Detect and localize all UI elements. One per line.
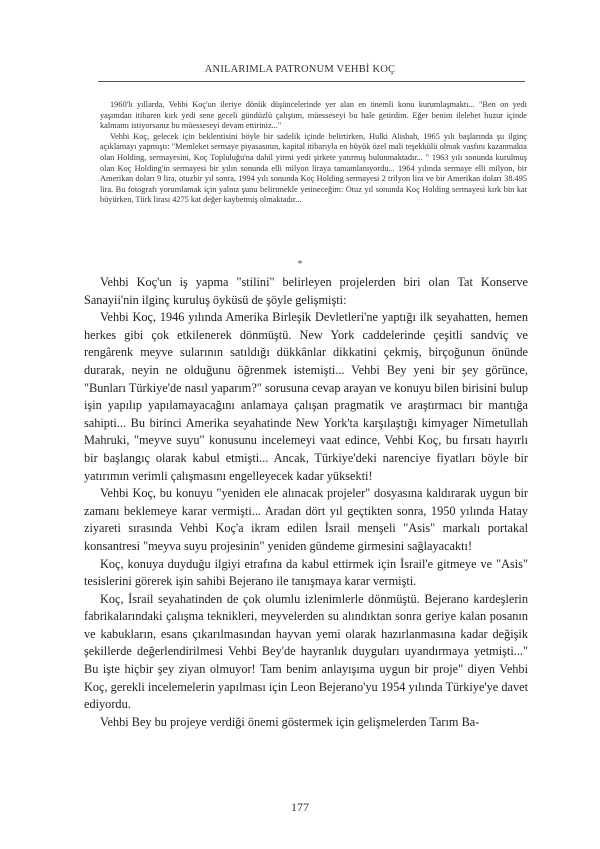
body-paragraph: Koç, konuya duyduğu ilgiyi etrafına da kabul ettirmek için İsrail'e gitmeye ve "Asis" tesislerini görerek işin sahibi Bejerano ile tanışmaya karar vermişti.	[84, 556, 528, 589]
running-header: ANILARIMLA PATRONUM VEHBİ KOÇ	[204, 64, 396, 75]
note-paragraph: Vehbi Koç, gelecek için beklentisini böyle bir sadelik içinde belirtirken, Hulki Alisbah, 1965 yılı başlarında şu ilginç açıklamayı yapmıştı: "Memleket sermaye piyasasının, kapital itibarıyla en büyük özel mali teşekkülü olmak vasfını kazanmakta olan Holding, sermayesini, Koç Topluluğu'na dahil yirmi yedi şirkete yatırmış bulunmaktadır... " 1963 yılı sonunda kurulmuş olan Koç Holding'in sermayesi bir yılın sonunda elli milyon liraya tamamlanıyordu... 1964 yılında sermaye elli milyon, bir Amerikan doları 9 lira, otuzbir yıl sonra, 1994 yılı sonunda Koç Holding sermayesi 2 trilyon lira ve bir Amerikan doları 38.495 lira. Bu fotografı yorumlamak için yalnız şunu belirtmekle yetineceğim: Otuz yıl sonunda Koç Holding sermayesi kırk bin kat büyürken, Türk lirası 4275 kat değer kaybetmiş olmaktadır...	[100, 131, 527, 205]
body-paragraph: Vehbi Koç, 1946 yılında Amerika Birleşik Devletleri'ne yaptığı ilk seyahatten, hemen herkes gibi çok etkilenerek dönmüştü. New York caddelerinde çeşitli sandviç ve rengârenk meyve sularının satıldığı dükkânlar dikkatini çekmiş, birçoğunun önünde durarak, neyin ne olduğunu öğrenmek istemişti... Vehbi Bey yeni bir şey görünce, "Bunları Türkiye'de nasıl yaparım?" sorusuna cevap arayan ve konuyu bilen birisini bulup işin yapılıp yapılamayacağını anlamaya çalışan pragmatik ve araştırmacı bir mantığa sahipti... Bu birinci Amerika seyahatinde New York'ta karşılaştığı kimyager Nimetullah Mahruki, "meyve suyu" konusunu incelemeyi vaat edince, Vehbi Koç, bu fırsatı hayırlı bir başlangıç olarak kabul etmişti... Ancak, Türkiye'deki narenciye fiyatları böyle bir yatırımın verimli çalışmasını engelleyecek kadar yüksekti!	[84, 310, 528, 483]
body-text	[84, 274, 528, 731]
body-paragraph: Vehbi Koç, bu konuyu "yeniden ele alınacak projeler" dosyasına kaldırarak uygun bir zamanı beklemeye karar vermişti... Aradan dört yıl geçtikten sonra, 1950 yılında Hatay ziyareti sırasında Vehbi Koç'a ikram edilen İsrail menşeli "Asis" markalı portakal konsantresi "meyva suyu projesinin" yeniden gündeme girmesini sağlayacaktı!	[84, 486, 528, 553]
page-number: 177	[291, 800, 309, 814]
body-paragraph: Vehbi Bey bu projeye verdiği önemi göstermek için gelişmelerden Tarım Ba-	[100, 714, 480, 729]
header-rule	[98, 81, 525, 82]
note-paragraph: 1960'lı yıllarda, Vehbi Koç'un ileriye dönük düşüncelerinde yer alan en önemli konu kurumlaşmaktı... "Ben on yedi yaşımdan itibaren kırk yedi sene geceli gündüzlü çalıştım, müesseseyi bu hale getirdim. Eğer benim ilelebet huzur içinde kalmamı istiyorsanız bu müesseseyi devam ettiriniz..."	[100, 100, 527, 131]
body-paragraph: Vehbi Koç'un iş yapma "stilini" belirleyen projelerden biri olan Tat Konserve Sanayii'nin ilginç kuruluş öyküsü de şöyle gelişmişti:	[84, 275, 528, 307]
body-paragraph: Koç, İsrail seyahatinden de çok olumlu izlenimlerle dönmüştü. Bejerano kardeşlerin fabrikalarındaki çalışma teknikleri, meyvelerden su alındıktan sonra geriye kalan posanın ve kabukların, esans çıkarılmasından hayvan yemi olarak hazırlanmasına kadar değişik şekillerde değerlendirilmesi Vehbi Bey'de hayranlık duyguları uyandırmaya yetmişti..." Bu işte hiçbir şey ziyan olmuyor! Tam benim anlayışıma uygun bir proje" diyen Vehbi Koç, gerekli incelemelerin yapılması için Leon Bejerano'yu 1954 yılında Türkiye'ye davet ediyordu.	[84, 591, 528, 712]
section-separator: *	[297, 258, 303, 270]
note-block	[100, 100, 527, 206]
